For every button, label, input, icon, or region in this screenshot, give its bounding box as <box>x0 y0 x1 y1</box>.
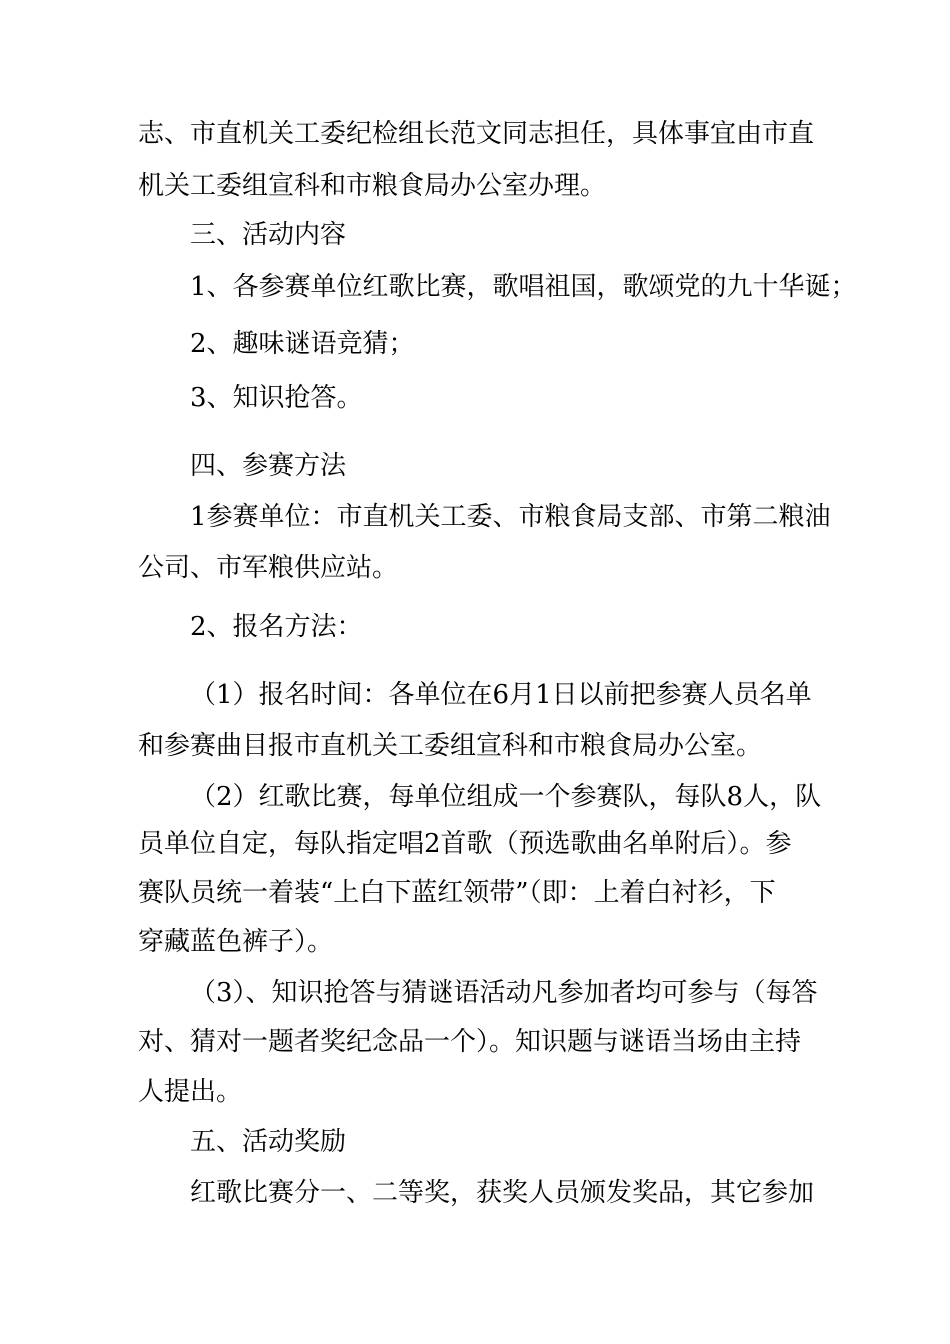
text-line-9: 公司、市军粮供应站。 <box>138 553 399 583</box>
section-heading-5: 五、活动奖励 <box>190 1127 347 1157</box>
text-line-17: （3）、知识抢答与猜谜语活动凡参加者均可参与（每答 <box>190 978 818 1008</box>
text-line-13: （2）红歌比赛，每单位组成一个参赛队，每队8人，队 <box>190 782 822 812</box>
text-line-8: 1参赛单位：市直机关工委、市粮食局支部、市第二粮油 <box>190 502 831 532</box>
text-line-1: 志、市直机关工委纪检组长范文同志担任，具体事宜由市直 <box>138 119 815 149</box>
text-line-16: 穿藏蓝色裤子）。 <box>138 927 334 957</box>
text-line-18: 对、猜对一题者奖纪念品一个）。知识题与谜语当场由主持 <box>138 1027 802 1057</box>
section-heading-3: 三、活动内容 <box>190 220 347 250</box>
text-line-19: 人提出。 <box>138 1077 243 1107</box>
text-line-2: 机关工委组宣科和市粮食局办公室办理。 <box>138 171 607 201</box>
section-heading-4: 四、参赛方法 <box>190 451 347 481</box>
text-line-14: 员单位自定，每队指定唱2首歌（预选歌曲名单附后）。参 <box>138 829 792 859</box>
text-line-5: 2、趣味谜语竞猜； <box>190 329 415 359</box>
text-line-10: 2、报名方法： <box>190 612 363 642</box>
text-line-15: 赛队员统一着装“上白下蓝红领带”（即：上着白衬衫，下 <box>138 878 776 908</box>
text-line-6: 3、知识抢答。 <box>190 383 363 413</box>
text-line-11: （1）报名时间：各单位在6月1日以前把参赛人员名单 <box>190 680 812 710</box>
text-line-21: 红歌比赛分一、二等奖，获奖人员颁发奖品，其它参加 <box>190 1178 815 1208</box>
text-line-4: 1、各参赛单位红歌比赛，歌唱祖国，歌颂党的九十华诞； <box>190 272 857 302</box>
text-line-12: 和参赛曲目报市直机关工委组宣科和市粮食局办公室。 <box>138 731 763 761</box>
